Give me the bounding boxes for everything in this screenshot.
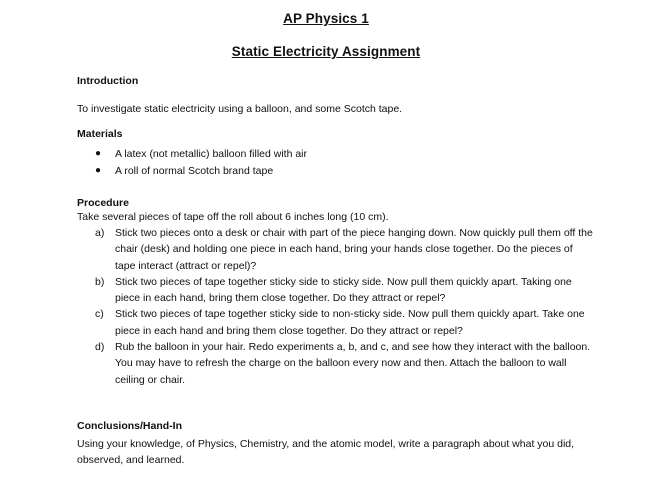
procedure-steps: [95, 225, 595, 388]
list-item: [95, 146, 307, 163]
introduction-heading: Introduction: [77, 75, 139, 87]
materials-heading: Materials: [77, 128, 123, 140]
page-title: AP Physics 1: [283, 11, 369, 26]
step-text: Stick two pieces of tape together sticky side to sticky side. Now pull them quickly apart. Taking one piece in each hand, bring them close together. Do they attract or repel?: [115, 275, 572, 305]
material-item-label: A roll of normal Scotch brand tape: [115, 164, 274, 177]
step-text: Rub the balloon in your hair. Redo experiments a, b, and c, and see how they interact with the balloon. You may have to refresh the charge on the balloon every now and then. Attach the balloon to wall ceiling or chair.: [115, 341, 591, 386]
list-item: [95, 306, 595, 339]
conclusions-text: Using your knowledge, of Physics, Chemistry, and the atomic model, write a paragraph about what you did, observed, and learned.: [77, 438, 575, 466]
procedure-intro: Take several pieces of tape off the roll about 6 inches long (10 cm).: [77, 211, 389, 223]
list-item: [95, 274, 595, 307]
step-marker: d): [95, 341, 105, 354]
step-marker: a): [95, 227, 105, 239]
procedure-heading: Procedure: [77, 197, 129, 209]
step-marker: c): [95, 308, 104, 321]
bullet-icon: ●: [95, 164, 102, 176]
materials-list: [95, 146, 307, 179]
material-item-label: A latex (not metallic) balloon filled with air: [115, 148, 308, 160]
list-item: [95, 339, 595, 388]
assignment-subtitle: Static Electricity Assignment: [231, 44, 421, 59]
step-marker: b): [95, 275, 105, 288]
bullet-icon: ●: [95, 148, 102, 159]
step-text: Stick two pieces onto a desk or chair with part of the piece hanging down. Now quickly pull them off the chair (desk) and holding one piece in each hand, bring your hands close together. Do the pieces of tape interact (attract or repel)?: [115, 227, 593, 272]
step-text: Stick two pieces of tape together sticky side to non-sticky side. Now pull them quickly apart. Take one piece in each hand and bring them close together. Do they attract or repel?: [115, 308, 585, 337]
introduction-text: To investigate static electricity using a balloon, and some Scotch tape.: [77, 103, 403, 115]
list-item: [95, 225, 595, 274]
conclusions-heading: Conclusions/Hand-In: [77, 420, 182, 432]
list-item: [95, 163, 307, 180]
